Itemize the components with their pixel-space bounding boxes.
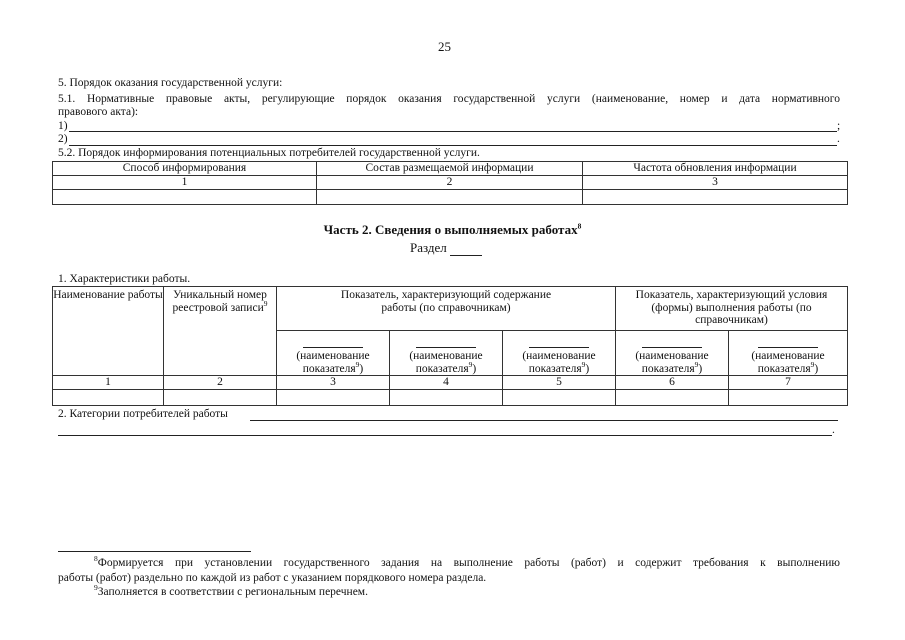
section-5-1-text: 5.1. Нормативные правовые акты, регулирующие порядок оказания государственной услуги (наименование, номер и дата нормативного (58, 93, 840, 105)
consumer-categories-line-1 (250, 420, 838, 421)
works-col-name-text: Наименование работы (53, 289, 163, 301)
info-empty-cell (317, 190, 583, 205)
works-col-registry-text: Уникальный номер реестровой записи (172, 289, 267, 314)
info-col-frequency: Частота обновления информации (583, 162, 848, 176)
indicator-label-a: (наименование (409, 350, 483, 362)
info-num-3: 3 (583, 176, 848, 190)
works-col-name (53, 287, 164, 376)
footnote-ref-9: 9 (468, 359, 473, 369)
indicator-label-b: показателя (415, 362, 469, 375)
part-2-title (0, 222, 905, 238)
indicator-blank-line (416, 347, 476, 348)
works-empty-cell (164, 390, 277, 406)
act-item-2-end: . (837, 133, 840, 145)
footnote-separator (58, 551, 251, 552)
page-number: 25 (438, 39, 451, 54)
indicator-label-close: ) (359, 362, 364, 375)
footnote-8-text: Формируется при установлении государственного задания на выполнение работы (работ) и содержит требования к выполнению (97, 557, 840, 569)
consumer-categories-label: 2. Категории потребителей работы (58, 408, 228, 420)
act-item-2-number: 2) (58, 133, 68, 145)
indicator-label-close: ) (698, 362, 703, 375)
footnote-ref-9: 9 (694, 359, 699, 369)
works-empty-cell (616, 390, 729, 406)
indicator-label-a: (наименование (296, 350, 370, 362)
works-heading: 1. Характеристики работы. (58, 273, 191, 285)
footnote-9-text: Заполняется в соответствии с региональным перечнем. (97, 586, 368, 598)
section-label (410, 240, 482, 256)
works-empty-cell (390, 390, 503, 406)
works-group-content (277, 287, 616, 331)
section-5-heading: 5. Порядок оказания государственной услуги: (58, 77, 283, 89)
indicator-blank-line (758, 347, 818, 348)
section-label-text: Раздел (410, 240, 447, 255)
act-item-1-number: 1) (58, 120, 68, 132)
footnote-ref-9: 9 (263, 298, 268, 308)
info-empty-cell (53, 190, 317, 205)
indicator-label-a: (наименование (751, 350, 825, 362)
works-num-3: 3 (277, 376, 390, 390)
footnote-8 (58, 554, 840, 570)
info-num-2: 2 (317, 176, 583, 190)
part-2-title-text: Часть 2. Сведения о выполняемых работах (323, 222, 578, 237)
works-empty-cell (53, 390, 164, 406)
indicator-blank-line (642, 347, 702, 348)
indicator-label-a: (наименование (635, 350, 709, 362)
works-empty-cell (503, 390, 616, 406)
info-num-1: 1 (53, 176, 317, 190)
section-5-1-text-cont: правового акта): (58, 106, 139, 118)
indicator-label-b: показателя (302, 362, 356, 375)
indicator-label-b: показателя (641, 362, 695, 375)
works-subcol-3 (277, 331, 390, 376)
works-num-6: 6 (616, 376, 729, 390)
works-num-2: 2 (164, 376, 277, 390)
footnote-8-mark: 8 (94, 554, 98, 564)
indicator-label-close: ) (814, 362, 819, 375)
works-col-registry (164, 287, 277, 376)
works-group-conditions (616, 287, 848, 331)
info-empty-cell (583, 190, 848, 205)
works-subcol-5 (503, 331, 616, 376)
works-num-7: 7 (729, 376, 848, 390)
works-subcol-4 (390, 331, 503, 376)
section-number-blank (450, 243, 482, 256)
info-col-method: Способ информирования (53, 162, 317, 176)
indicator-label-b: показателя (528, 362, 582, 375)
footnote-9 (94, 583, 368, 599)
act-item-1-line (69, 131, 837, 132)
section-5-2-text: 5.2. Порядок информирования потенциальных потребителей государственной услуги. (58, 147, 480, 159)
works-subcol-7 (729, 331, 848, 376)
works-num-1: 1 (53, 376, 164, 390)
indicator-label-close: ) (585, 362, 590, 375)
works-num-5: 5 (503, 376, 616, 390)
consumer-categories-end: . (832, 424, 835, 436)
works-group-content-text: Показатель, характеризующий содержание работы (по справочникам) (340, 289, 552, 314)
footnote-ref-8: 8 (577, 221, 582, 231)
consumer-categories-line-2 (58, 435, 832, 436)
footnote-ref-9: 9 (581, 359, 586, 369)
footnote-ref-9: 9 (810, 359, 815, 369)
act-item-2-line (69, 145, 837, 146)
info-col-content: Состав размещаемой информации (317, 162, 583, 176)
footnote-9-mark: 9 (94, 583, 98, 593)
indicator-label-a: (наименование (522, 350, 596, 362)
works-empty-cell (729, 390, 848, 406)
info-table (52, 161, 848, 205)
works-table (52, 286, 848, 406)
footnote-ref-9: 9 (355, 359, 360, 369)
indicator-label-b: показателя (757, 362, 811, 375)
works-group-conditions-text: Показатель, характеризующий условия (формы) выполнения работы (по справочникам) (635, 289, 828, 326)
works-num-4: 4 (390, 376, 503, 390)
indicator-blank-line (529, 347, 589, 348)
act-item-1-end: ; (837, 120, 841, 132)
works-empty-cell (277, 390, 390, 406)
indicator-label-close: ) (472, 362, 477, 375)
indicator-blank-line (303, 347, 363, 348)
footnote-8-cont: работы (работ) раздельно по каждой из работ с указанием порядкового номера раздела. (58, 572, 487, 584)
works-subcol-6 (616, 331, 729, 376)
